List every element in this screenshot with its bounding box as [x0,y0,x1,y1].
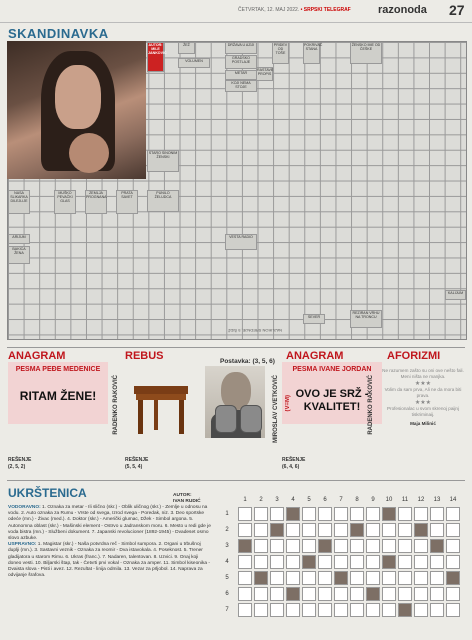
row-number: 4 [225,559,229,565]
aforizam-3: Profesionalac u svom skrenoj paijnj tiskriminaij. [386,406,459,417]
woman-photo [7,41,146,179]
rebus-author: MIROSLAV CVETKOVIĆ [273,375,279,443]
aforizam-2: Volim da sam prva, Ali ne da mora biti prava. [384,387,462,398]
crossword-cell[interactable] [270,603,284,617]
crossword-cell[interactable] [238,507,252,521]
row-number: 1 [225,511,229,517]
crossword-cell[interactable] [366,555,380,569]
crossword-cell[interactable] [414,539,428,553]
crossword-cell[interactable] [270,555,284,569]
rebus-postavka: Postavka: (3, 5, 6) [220,358,275,365]
crossword-cell[interactable] [430,555,444,569]
anagram1-solution-label: REŠENJE [8,457,32,463]
crossword-cell [350,523,364,537]
clue-cell: NASA SLIKARKA DILEJLIJE [8,190,30,214]
crossword-cell[interactable] [446,539,460,553]
crossword-cell[interactable] [302,539,316,553]
row-number: 7 [225,607,229,613]
crossword-cell[interactable] [318,523,332,537]
author-clue: AUTOR: MILE JANKOVIĆ [147,42,164,72]
crossword-cell[interactable] [254,507,268,521]
crossword-cell[interactable] [302,571,316,585]
crossword-cell [334,571,348,585]
crossword-cell [302,555,316,569]
aforizmi-title: AFORIZMI [387,350,441,362]
anagram2-text: OVO JE SRŽ - KVALITET! [295,388,369,413]
column-number: 7 [339,497,343,503]
anagram1-title: ANAGRAM [8,350,66,362]
skandinavka-title: SKANDINAVKA [8,26,109,41]
anagram2-author: RADENKO RAKOVIĆ [368,375,374,435]
crossword-cell[interactable] [366,523,380,537]
crossword-cell [382,507,396,521]
clue-cell: PRATA SAVET [116,190,138,214]
clue-cell: POKRIVAČ STANA [303,42,320,64]
clue-cell: SEVER [303,314,325,324]
anagram1-author: RADENKO RAKOVIĆ [113,375,119,435]
crossword-cell[interactable] [350,555,364,569]
aforizmi-author: Maja Milinić [410,421,436,426]
crossword-cell[interactable] [254,587,268,601]
column-number: 4 [291,497,295,503]
crossword-cell[interactable] [398,571,412,585]
stars-icon: ★★★ [414,400,432,406]
watch-icon [240,405,262,433]
crossword-cell[interactable] [302,507,316,521]
crossword-cell[interactable] [414,571,428,585]
crossword-cell [318,539,332,553]
crossword-cell[interactable] [286,555,300,569]
clue-cell: KALIJUM [445,290,466,300]
anagram2-subtitle: PESMA IVANE JORDAN [292,366,372,373]
column-number: 14 [449,497,457,503]
crossword-cell[interactable] [382,571,396,585]
aforizmi-box [381,362,465,479]
crossword-cell [446,571,460,585]
clue-cell: REZIRAN VRHU NA TRONCU [350,310,382,328]
crossword-cell[interactable] [238,603,252,617]
ukrstenica-clues: VODORAVNO: 1. Oznaka za metar - Ili slično (skr.) - Oblik uličnog (skr.) - Zemlje u odnosu na vodu. 2. Auto oznaka za Rumu - Vrste od svega, Izrod svega - Poredak, niz. 3. Deo sportske odeće (mn.) - Živac (med.). 4. Doktor (skr.) - Američki glumac, Džek - Simbol argona. 5. Autonomna oblast (skr.) - Mašinski element - Ostrvo u Jadranskom moru. 6. Mesto u redi gde je voda bistra (mn.) - Službeni dokument. 7. Japanski revolucioner (1892-1945) - Dvadeset osmo slovo azbuke. USPRAVNO: 1. Magistar (skr.) - Naša potvrdna reč - Simbol sumpora. 2. Organi u trbušnoj duplji (mn.). 3. Sastavni veznik - Oznaka za reomir - Dva istavokala. 4. Poseknost. 5. Trener gladijatora u starom Rimu. 6. Ukras (franc.). 7. Nadaren, talentovan. 8. Uzvici. 9. Onaj koji doneo vesti. 10. Biljarski štap, tak - Četvrti prvi vokal - Oznaka za amper. 11. Simbol kiseonika - Dvaista slova - Pisti i avez. 12. Rezultat - linija odmila. 13. Vezar za prljobol. 14. Naprava za odvijanje šrafova. [8,505,211,579]
crossword-cell[interactable] [446,507,460,521]
crossword-cell [430,539,444,553]
crossword-cell[interactable] [414,555,428,569]
crossword-cell[interactable] [318,587,332,601]
clue-cell: PRIDEV OD TOŠE [272,42,289,64]
crossword-cell [238,539,252,553]
clue-cell: DRŽAVA U AZIJI [225,42,257,54]
page-header [0,0,472,23]
crossword-cell[interactable] [302,523,316,537]
crossword-cell[interactable] [382,523,396,537]
column-number: 13 [433,497,441,503]
crossword-cell[interactable] [366,603,380,617]
column-number: 11 [401,497,409,503]
crossword-cell[interactable] [446,523,460,537]
clue-cell: VESTA RADIO [225,234,257,250]
crossword-cell[interactable] [286,539,300,553]
header-date: ČETVRTAK, 12. MAJ 2022. • SRPSKI TELEGRAF [238,7,351,13]
clue-cell: ŽENSKO IME OD ČEŠKE [350,42,382,64]
crossword-cell [366,587,380,601]
crossword-cell[interactable] [414,507,428,521]
crossword-cell [286,507,300,521]
crossword-cell[interactable] [350,603,364,617]
crossword-cell[interactable] [430,587,444,601]
crossword-cell[interactable] [334,523,348,537]
crossword-cell[interactable] [350,539,364,553]
crossword-cell[interactable] [270,587,284,601]
clue-cell: KOJI NEMA STOJE [225,80,257,92]
row-number: 5 [225,575,229,581]
crossword-cell[interactable] [446,587,460,601]
crossword-cell[interactable] [382,539,396,553]
anagram2-eq: (V=M) [285,395,291,412]
crossword-cell[interactable] [398,523,412,537]
crossword-cell[interactable] [238,523,252,537]
column-number: 2 [259,497,263,503]
row-number: 2 [225,527,229,533]
page-number: 27 [449,2,465,18]
crossword-cell[interactable] [334,539,348,553]
ukrstenica-title: UKRŠTENICA [8,486,87,500]
anagram1-text: RITAM ŽENE! [19,389,97,403]
aforizam-1: Ne razumem zašto su oni ove nešto fali. Meni ništa ne manjka. [382,368,464,379]
row-number: 6 [225,591,229,597]
crossword-cell[interactable] [318,603,332,617]
crossword-cell[interactable] [414,603,428,617]
crossword-cell [286,587,300,601]
crossword-cell[interactable] [254,603,268,617]
clue-cell: MUŠKO PEVAČKI GLAS [54,190,76,214]
clue-cell: BAKICA ŽENA [8,246,30,264]
crossword-cell[interactable] [398,539,412,553]
clue-cell: ŽEŽ [178,42,195,54]
ukrstenica-author: AUTOR: IVAN RUDIĆ [173,493,201,504]
crossword-cell[interactable] [382,603,396,617]
crossword-cell[interactable] [238,555,252,569]
crossword-cell [414,523,428,537]
crossword-cell[interactable] [286,571,300,585]
stars-icon: ★★★ [414,381,432,387]
crossword-cell[interactable] [350,507,364,521]
column-number: 10 [385,497,393,503]
crossword-cell[interactable] [414,587,428,601]
crossword-cell[interactable] [334,507,348,521]
clue-cell: METAR [225,70,257,80]
clue-cell: PUNILO ŽELUDCA [147,190,179,212]
crossword-cell[interactable] [270,539,284,553]
crossword-cell[interactable] [430,603,444,617]
crossword-cell[interactable] [286,603,300,617]
crossword-cell[interactable] [350,587,364,601]
crossword-cell[interactable] [446,603,460,617]
anagram2-box [282,362,382,472]
crossword-cell[interactable] [446,555,460,569]
crossword-cell[interactable] [254,555,268,569]
anagram2-title: ANAGRAM [286,350,344,362]
anagram1-subtitle: PESMA PEĐE MEDENICE [15,366,101,373]
column-number: 5 [307,497,311,503]
crossword-cell[interactable] [302,603,316,617]
rebus-title: REBUS [125,350,164,362]
crossword-cell[interactable] [334,555,348,569]
crossword-cell[interactable] [350,571,364,585]
rebus-solution-pattern: (5, 5, 4) [125,464,143,470]
crossword-cell[interactable] [398,587,412,601]
row-number: 3 [225,543,229,549]
clue-cell: VOLUMEN [178,58,210,68]
brand-logo: razonoda [378,4,427,16]
clue-cell: GRADSKO POSTLAJE [225,55,257,69]
crossword-cell[interactable] [286,523,300,537]
crossword-cell[interactable] [318,571,332,585]
ukrstenica-grid[interactable] [220,497,465,627]
clue-cell: ZEMLJA PROGNANA [85,190,107,214]
crossword-cell[interactable] [318,555,332,569]
crossword-cell [254,571,268,585]
crossword-cell [270,523,284,537]
watch-icon [215,405,237,433]
clue-cell: RASTAVE PROPIS [256,67,273,81]
crossword-cell[interactable] [302,587,316,601]
clue-cell: STARO SINONIM ŽENSKI [147,150,179,172]
crossword-cell[interactable] [334,603,348,617]
crossword-cell[interactable] [398,507,412,521]
column-number: 12 [417,497,425,503]
crossword-cell[interactable] [430,523,444,537]
crossword-cell [398,603,412,617]
anagram1-box [8,362,108,472]
column-number: 6 [323,497,327,503]
crossword-cell[interactable] [430,571,444,585]
column-number: 9 [371,497,375,503]
crossword-cell[interactable] [254,539,268,553]
crossword-cell[interactable] [318,507,332,521]
column-number: 1 [243,497,247,503]
crossword-cell[interactable] [238,587,252,601]
crossword-cell[interactable] [366,539,380,553]
anagram1-solution-pattern: (2, 5, 2) [8,464,26,470]
crossword-cell [382,555,396,569]
crossword-cell[interactable] [270,571,284,585]
column-number: 3 [275,497,279,503]
skandinavka-footnote: NAJLIKON SREDNJE, 5 ŠIDŽ [228,328,283,333]
rebus-solution-label: REŠENJE [125,457,149,463]
crossword-cell[interactable] [398,555,412,569]
crossword-cell[interactable] [430,507,444,521]
crossword-cell[interactable] [366,571,380,585]
column-number: 8 [355,497,359,503]
crossword-cell[interactable] [382,587,396,601]
crossword-cell[interactable] [366,507,380,521]
crossword-cell[interactable] [270,507,284,521]
crossword-cell[interactable] [254,523,268,537]
table-image [130,380,192,436]
clue-cell: ARIJUM [8,234,30,244]
anagram2-solution-label: REŠENJE [282,457,306,463]
crossword-cell[interactable] [238,571,252,585]
crossword-cell[interactable] [334,587,348,601]
anagram2-solution-pattern: (6, 4, 6) [282,464,300,470]
